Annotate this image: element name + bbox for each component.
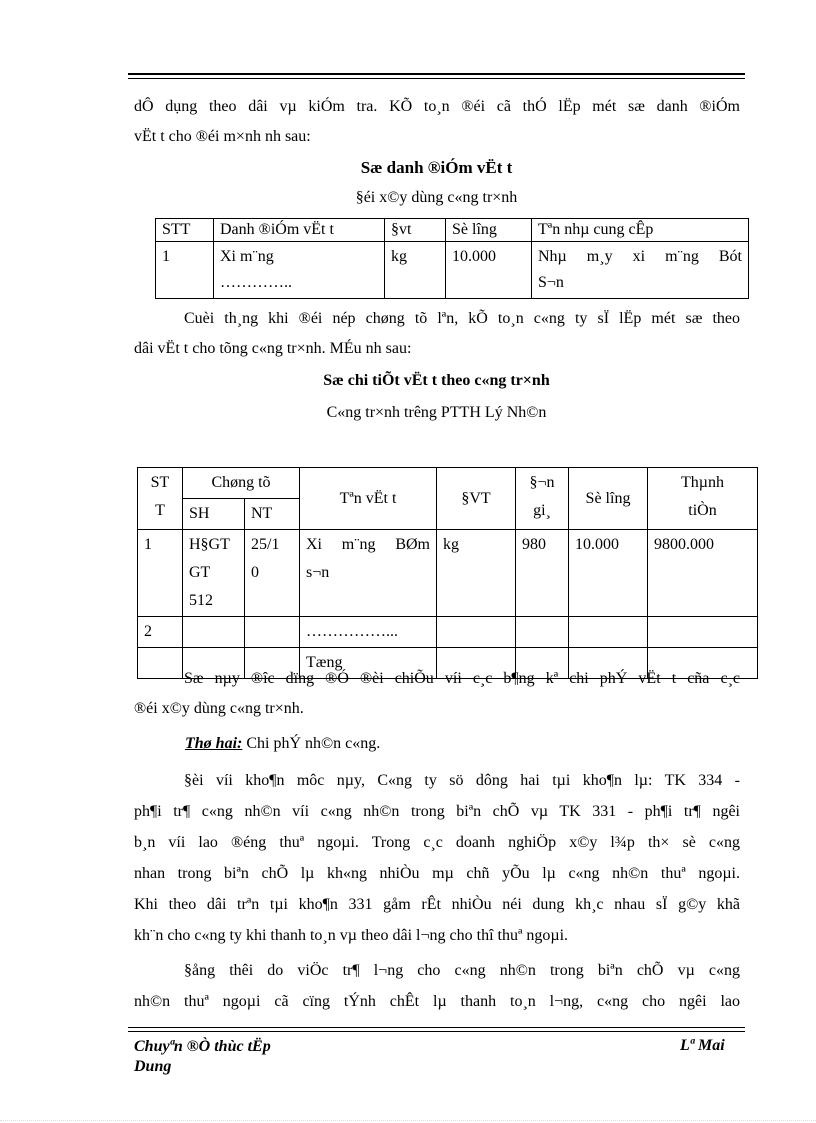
table-row (156, 242, 749, 299)
cell-material-name (300, 530, 437, 617)
cell-supplier (532, 242, 749, 299)
header-cell: Sè lîng (446, 219, 532, 242)
cell-line: H§GT (189, 536, 230, 553)
section-label: Thø hai: (185, 735, 243, 752)
header-cell: Danh ®iÓm vËt t (214, 219, 385, 242)
table1-title: Sæ danh ®iÓm vËt t (360, 158, 513, 177)
cell-stt: 1 (138, 530, 183, 617)
cell-empty (245, 617, 300, 648)
header-cell: §vt (385, 219, 446, 242)
text-line: §ång thêi do viÖc tr¶ l¬ng cho c«ng nh©n trong biªn chÕ vµ c«ng (184, 962, 740, 979)
footer-rule-bottom (128, 1031, 745, 1032)
cell-item-name (214, 242, 385, 299)
text-line: Sæ nµy ®îc dïng ®Ó ®èi chiÕu víi c¸c b¶ng kª chi phÝ vËt t cña c¸c (184, 670, 740, 687)
cell-line: 0 (251, 564, 259, 581)
cell-line: Nhµ m¸y xi m¨ng Bót (538, 248, 742, 265)
footer-right: Lª Mai (680, 1037, 725, 1054)
header-line: tiÒn (688, 502, 717, 519)
header-stt (138, 468, 183, 530)
cell-unit-price: 980 (516, 530, 569, 617)
text-line: nhan trong biªn chÕ lµ kh«ng nhiÒu mµ chñ yÕu lµ c«ng nh©n thuª ngoµi. (134, 865, 740, 882)
table-header-row (138, 468, 758, 499)
header-line: gi¸ (533, 502, 551, 519)
supplier-table (155, 218, 749, 299)
cell-line: Xi m¨ng BØm (306, 536, 430, 553)
text-line: dÔ dụng theo dâi vµ kiÓm tra. KÕ to¸n ®éi cã thÓ lËp mét sæ danh ®iÓm (134, 98, 740, 115)
header-rule-top (128, 73, 745, 75)
cell-line: S¬n (538, 274, 564, 291)
cell-empty (437, 617, 516, 648)
cell-unit: kg (437, 530, 516, 617)
text-line: Cuèi th¸ng khi ®éi nép chøng tõ lªn, kÕ to¸n c«ng ty sÏ lËp mét sæ theo (184, 310, 740, 327)
cell-voucher-number (183, 530, 245, 617)
cell-empty (648, 617, 758, 648)
header-line: ST (150, 474, 170, 491)
cell-stt: 1 (156, 242, 214, 299)
paragraph-reconcile (134, 664, 740, 724)
paragraph-payroll (134, 955, 740, 1017)
header-line: Thµnh (681, 474, 724, 491)
table2-subtitle: C«ng tr×nh trêng PTTH Lý Nh©n (326, 404, 547, 421)
text-line: nh©n thuª ngoµi cã cïng tÝnh chÊt lµ thanh to¸n l¬ng, c«ng cho ngêi lao (134, 993, 740, 1010)
header-cell: Tªn nhµ cung cÊp (532, 219, 749, 242)
cell-total-label: Tæng (300, 648, 437, 679)
cell-quantity: 10.000 (569, 530, 648, 617)
table-row (138, 530, 758, 617)
table1-subtitle: §éi x©y dùng c«ng tr×nh (355, 189, 518, 206)
page-bottom-edge (0, 1120, 816, 1121)
header-voucher-date: NT (245, 499, 300, 530)
paragraph-labor (134, 765, 740, 951)
cell-voucher-date (245, 530, 300, 617)
table-header-row (156, 219, 749, 242)
header-quantity: Sè lîng (569, 468, 648, 530)
cell-line: Xi m¨ng (220, 248, 274, 265)
text-line: ph¶i tr¶ c«ng nh©n víi c«ng nh©n trong biªn chÕ vµ TK 331 - ph¶i tr¶ ngêi (134, 803, 740, 820)
cell-line: GT (189, 564, 211, 581)
cell-empty (569, 617, 648, 648)
paragraph-intro (134, 92, 740, 152)
cell-empty (183, 617, 245, 648)
text-line: kh¨n cho c«ng ty khi thanh to¸n vµ theo dâi l¬ng cho thî thuª ngoµi. (134, 927, 569, 944)
header-voucher: Chøng tõ (183, 468, 300, 499)
table2-title: Sæ chi tiÕt vËt t theo c«ng tr×nh (323, 372, 550, 389)
cell-unit: kg (385, 242, 446, 299)
text-line: Khi theo dâi trªn tµi kho¶n 331 gåm rÊt nhiÒu néi dung kh¸c nhau sÏ g©y khã (134, 896, 740, 913)
header-unit-price (516, 468, 569, 530)
cell-material-name: ……………... (300, 617, 437, 648)
header-rule-bottom (128, 78, 745, 79)
text-line: b¸n víi lao ®éng thuª ngoµi. Trong c¸c doanh nghiÖp x©y l¾p th× sè c«ng (134, 834, 740, 851)
cell-quantity: 10.000 (446, 242, 532, 299)
header-unit: §VT (437, 468, 516, 530)
cell-line: 25/1 (251, 536, 280, 553)
footer-line: Dung (134, 1058, 172, 1075)
paragraph-monthly (134, 304, 740, 364)
text-line: dâi vËt t cho tõng c«ng tr×nh. MÉu nh sau: (134, 340, 412, 357)
header-material-name: Tªn vËt t (300, 468, 437, 530)
section-heading (185, 735, 380, 753)
header-line: §¬n (529, 474, 555, 491)
cell-line: ………….. (220, 274, 292, 291)
text-line: vËt t cho ®éi m×nh nh sau: (134, 128, 311, 145)
cell-empty (516, 617, 569, 648)
header-voucher-number: SH (183, 499, 245, 530)
header-cell: STT (156, 219, 214, 242)
text-line: §èi víi kho¶n môc nµy, C«ng ty sö dông hai tµi kho¶n lµ: TK 334 - (184, 772, 740, 789)
footer-rule-top (128, 1027, 745, 1028)
header-amount (648, 468, 758, 530)
cell-line: s¬n (306, 564, 330, 581)
section-text: Chi phÝ nh©n c«ng. (242, 735, 381, 752)
footer-line: Chuyªn ®Ò thùc tËp (134, 1038, 271, 1055)
header-line: T (155, 502, 165, 519)
cell-line: 512 (189, 592, 213, 609)
cell-stt: 2 (138, 617, 183, 648)
footer-left (134, 1037, 271, 1077)
text-line: ®éi x©y dùng c«ng tr×nh. (134, 700, 304, 717)
table-row (138, 617, 758, 648)
material-detail-table (137, 467, 758, 679)
cell-amount: 9800.000 (648, 530, 758, 617)
